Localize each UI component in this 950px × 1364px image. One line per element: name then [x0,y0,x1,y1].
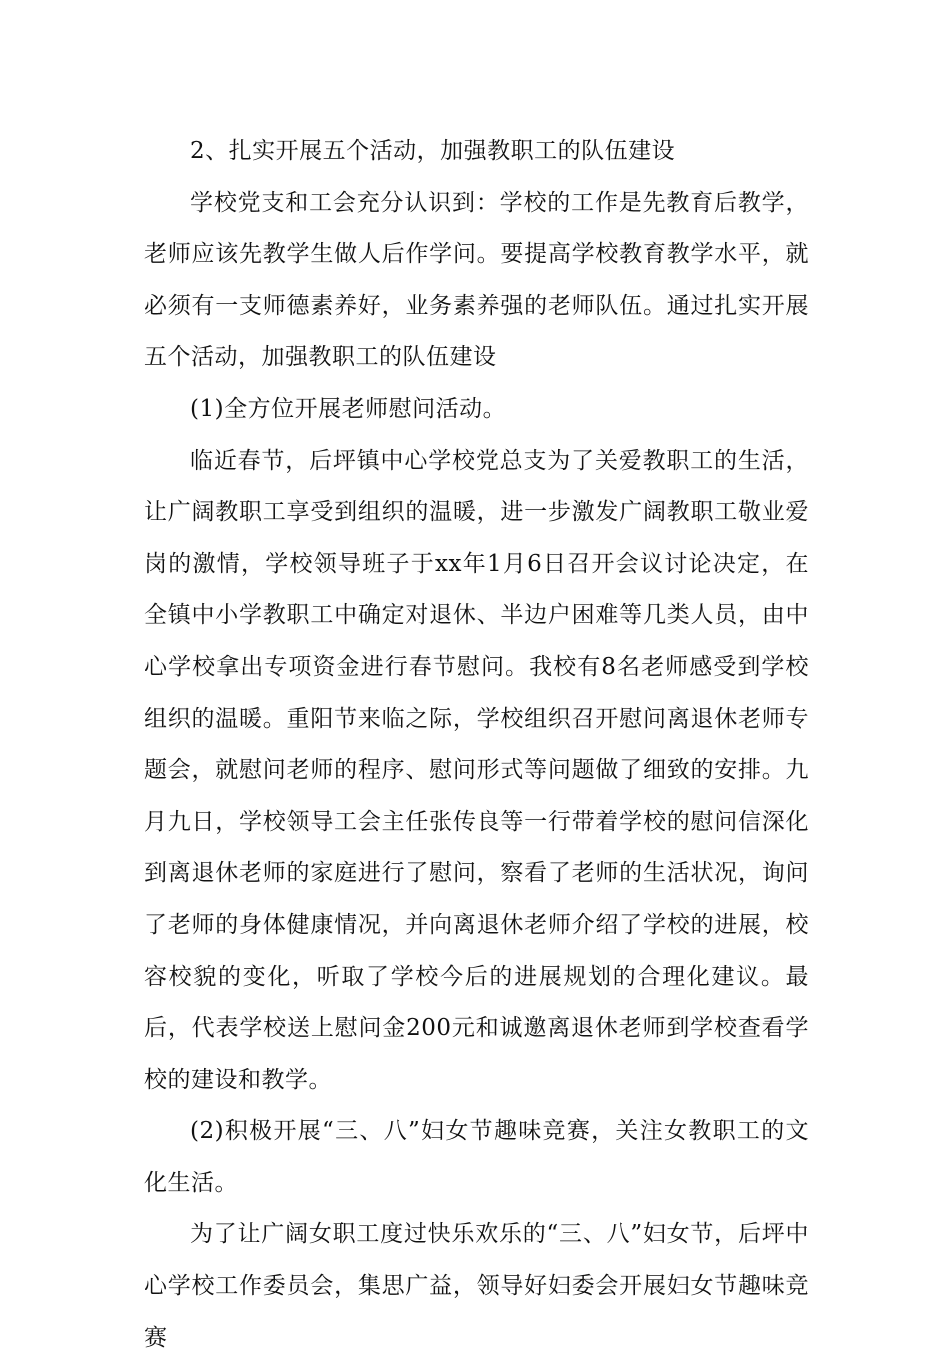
subheading-2: (2)积极开展“三、八”妇女节趣味竞赛，关注女教职工的文化生活。 [144,1118,809,1196]
body-paragraph-1: 临近春节，后坪镇中心学校党总支为了关爱教职工的生活，让广阔教职工享受到组织的温暖，进一步激发广阔教职工敬业爱岗的激情，学校领导班子于xx年1月6日召开会议讨论决定，在全镇中小学教职工中确定对退休、半边户困难等几类人员，由中心学校拿出专项资金进行春节慰问。我校有8名老师感受到学校组织的温暖。重阳节来临之际，学校组织召开慰问离退休老师专题会，就慰问老师的程序、慰问形式等问题做了细致的安排。九月九日，学校领导工会主任张传良等一行带着学校的慰问信深化到离退休老师的家庭进行了慰问，察看了老师的生活状况，询问了老师的身体健康情况，并向离退休老师介绍了学校的进展，校容校貌的变化，听取了学校今后的进展规划的合理化建议。最后，代表学校送上慰问金200元和诚邀离退休老师到学校查看学校的建设和教学。 [144,447,809,1093]
document-body [144,126,809,1364]
body-paragraph-2: 为了让广阔女职工度过快乐欢乐的“三、八”妇女节，后坪中心学校工作委员会，集思广益，领导好妇委会开展妇女节趣味竞赛 [144,1221,809,1351]
subheading-1: (1)全方位开展老师慰问活动。 [190,395,507,422]
section-heading: 2、扎实开展五个活动，加强教职工的队伍建设 [190,138,676,164]
intro-paragraph: 学校党支和工会充分认识到：学校的工作是先教育后教学，老师应该先教学生做人后作学问。要提高学校教育教学水平，就必须有一支师德素养好，业务素养强的老师队伍。通过扎实开展五个活动，加强教职工的队伍建设 [144,189,809,371]
